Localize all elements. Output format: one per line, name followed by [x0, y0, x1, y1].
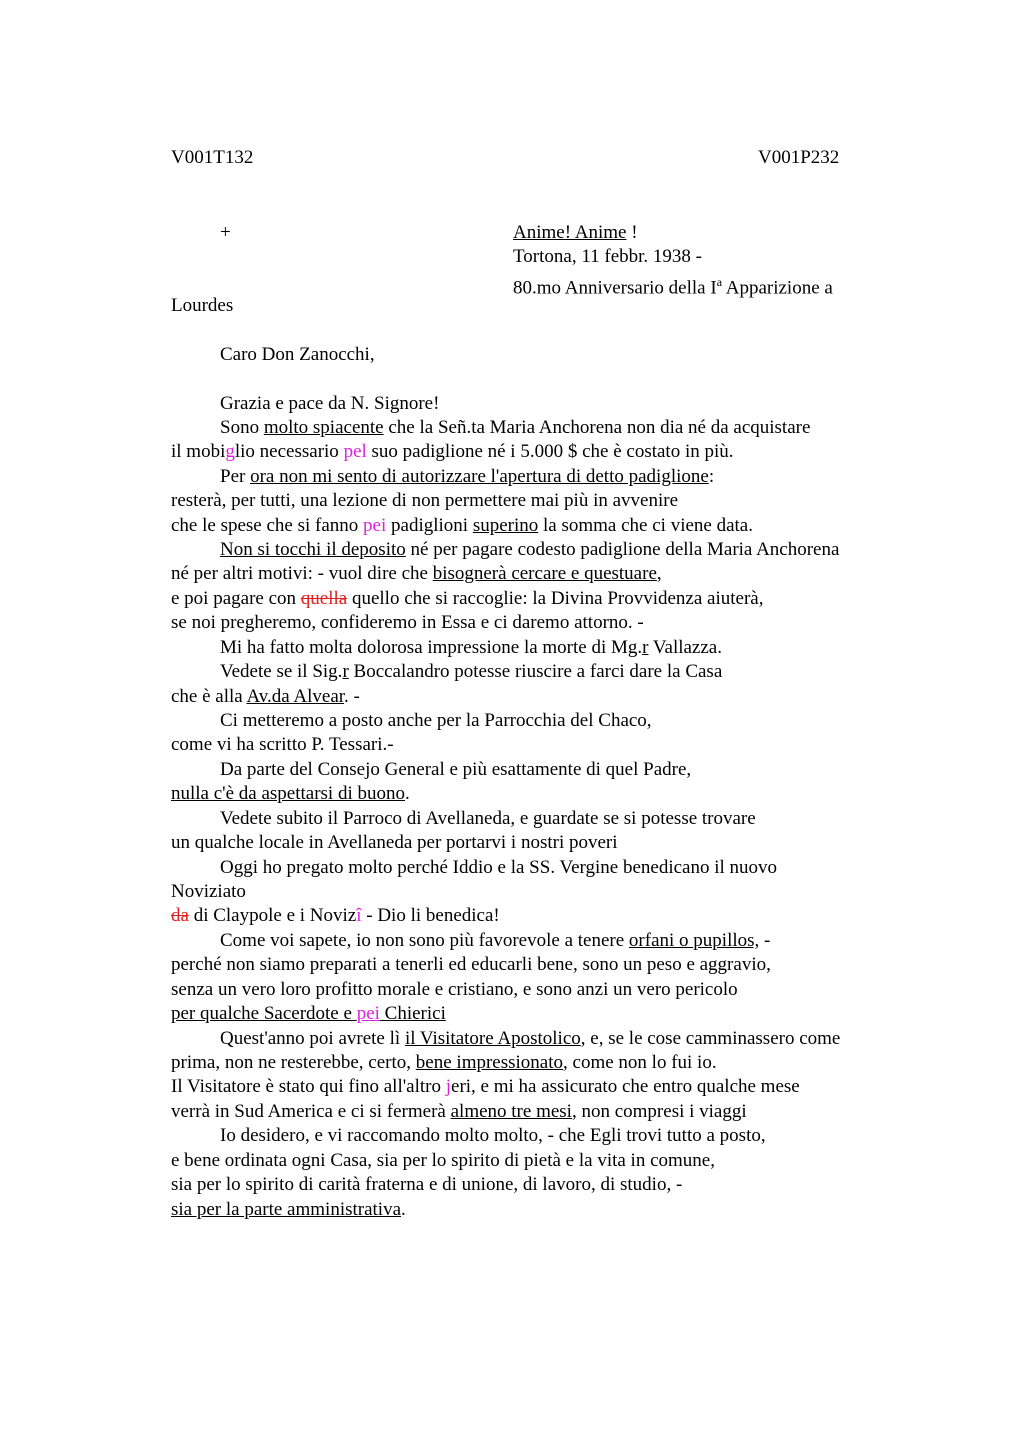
- paragraph-line: Vedete se il Sig.r Boccalandro potesse riuscire a farci dare la Casa: [220, 661, 723, 682]
- motto: Anime! Anime !: [513, 222, 638, 243]
- paragraph-line: un qualche locale in Avellaneda per portarvi i nostri poveri: [171, 832, 618, 853]
- header-left-code: V001T132: [171, 147, 254, 168]
- paragraph-line: prima, non ne resterebbe, certo, bene impressionato, come non lo fui io.: [171, 1052, 717, 1073]
- paragraph-line: Sono molto spiacente che la Señ.ta Maria Anchorena non dia né da acquistare: [220, 417, 811, 438]
- paragraph-line: Come voi sapete, io non sono più favorevole a tenere orfani o pupillos, -: [220, 930, 771, 951]
- paragraph-line: nulla c'è da aspettarsi di buono.: [171, 783, 410, 804]
- paragraph-line: come vi ha scritto P. Tessari.-: [171, 734, 394, 755]
- paragraph-line: Non si tocchi il deposito né per pagare codesto padiglione della Maria Anchorena: [220, 539, 840, 560]
- paragraph-line: Oggi ho pregato molto perché Iddio e la SS. Vergine benedicano il nuovo: [220, 857, 778, 878]
- paragraph-line: né per altri motivi: - vuol dire che bisognerà cercare e questuare,: [171, 563, 662, 584]
- paragraph-line: Il Visitatore è stato qui fino all'altro jeri, e mi ha assicurato che entro qualche mese: [171, 1076, 800, 1097]
- greeting: Grazia e pace da N. Signore!: [220, 393, 440, 414]
- paragraph-line: sia per lo spirito di carità fraterna e di unione, di lavoro, di studio, -: [171, 1174, 683, 1195]
- paragraph-line: da di Claypole e i Novizî - Dio li benedica!: [171, 905, 500, 926]
- paragraph-line: perché non siamo preparati a tenerli ed educarli bene, sono un peso e aggravio,: [171, 954, 771, 975]
- anniversary: 80.mo Anniversario della $I^a$ Apparizione a: [513, 275, 833, 299]
- header-right-code: V001P232: [758, 147, 840, 168]
- paragraph-line: Mi ha fatto molta dolorosa impressione la morte di Mg.r Vallazza.: [220, 637, 722, 658]
- paragraph-line: verrà in Sud America e ci si fermerà almeno tre mesi, non compresi i viaggi: [171, 1101, 747, 1122]
- paragraph-line: che le spese che si fanno pei padiglioni superino la somma che ci viene data.: [171, 515, 753, 536]
- paragraph-line: che è alla Av.da Alvear. -: [171, 686, 360, 707]
- salutation: Caro Don Zanocchi,: [220, 344, 375, 365]
- paragraph-line: il mobiglio necessario pel suo padiglione né i 5.000 $ che è costato in più.: [171, 441, 734, 462]
- paragraph-line: Ci metteremo a posto anche per la Parrocchia del Chaco,: [220, 710, 652, 731]
- paragraph-line: Per ora non mi sento di autorizzare l'apertura di detto padiglione:: [220, 466, 715, 487]
- paragraph-line: Vedete subito il Parroco di Avellaneda, e guardate se si potesse trovare: [220, 808, 756, 829]
- lourdes: Lourdes: [171, 295, 234, 316]
- paragraph-line: Quest'anno poi avrete lì il Visitatore Apostolico, e, se le cose camminassero come: [220, 1028, 841, 1049]
- paragraph-line: sia per la parte amministrativa.: [171, 1199, 406, 1220]
- paragraph-line: senza un vero loro profitto morale e cristiano, e sono anzi un vero pericolo: [171, 979, 738, 1000]
- place-date: Tortona, 11 febbr. 1938 -: [513, 246, 702, 267]
- paragraph-line: e bene ordinata ogni Casa, sia per lo spirito di pietà e la vita in comune,: [171, 1150, 715, 1171]
- paragraph-line: Noviziato: [171, 881, 246, 902]
- paragraph-line: per qualche Sacerdote e pei Chierici: [171, 1003, 446, 1024]
- paragraph-line: Da parte del Consejo General e più esattamente di quel Padre,: [220, 759, 692, 780]
- paragraph-line: e poi pagare con quella quello che si raccoglie: la Divina Provvidenza aiuterà,: [171, 588, 764, 609]
- paragraph-line: Io desidero, e vi raccomando molto molto, - che Egli trovi tutto a posto,: [220, 1125, 766, 1146]
- paragraph-line: resterà, per tutti, una lezione di non permettere mai più in avvenire: [171, 490, 678, 511]
- cross-mark: +: [220, 222, 231, 243]
- paragraph-line: se noi pregheremo, confideremo in Essa e ci daremo attorno. -: [171, 612, 644, 633]
